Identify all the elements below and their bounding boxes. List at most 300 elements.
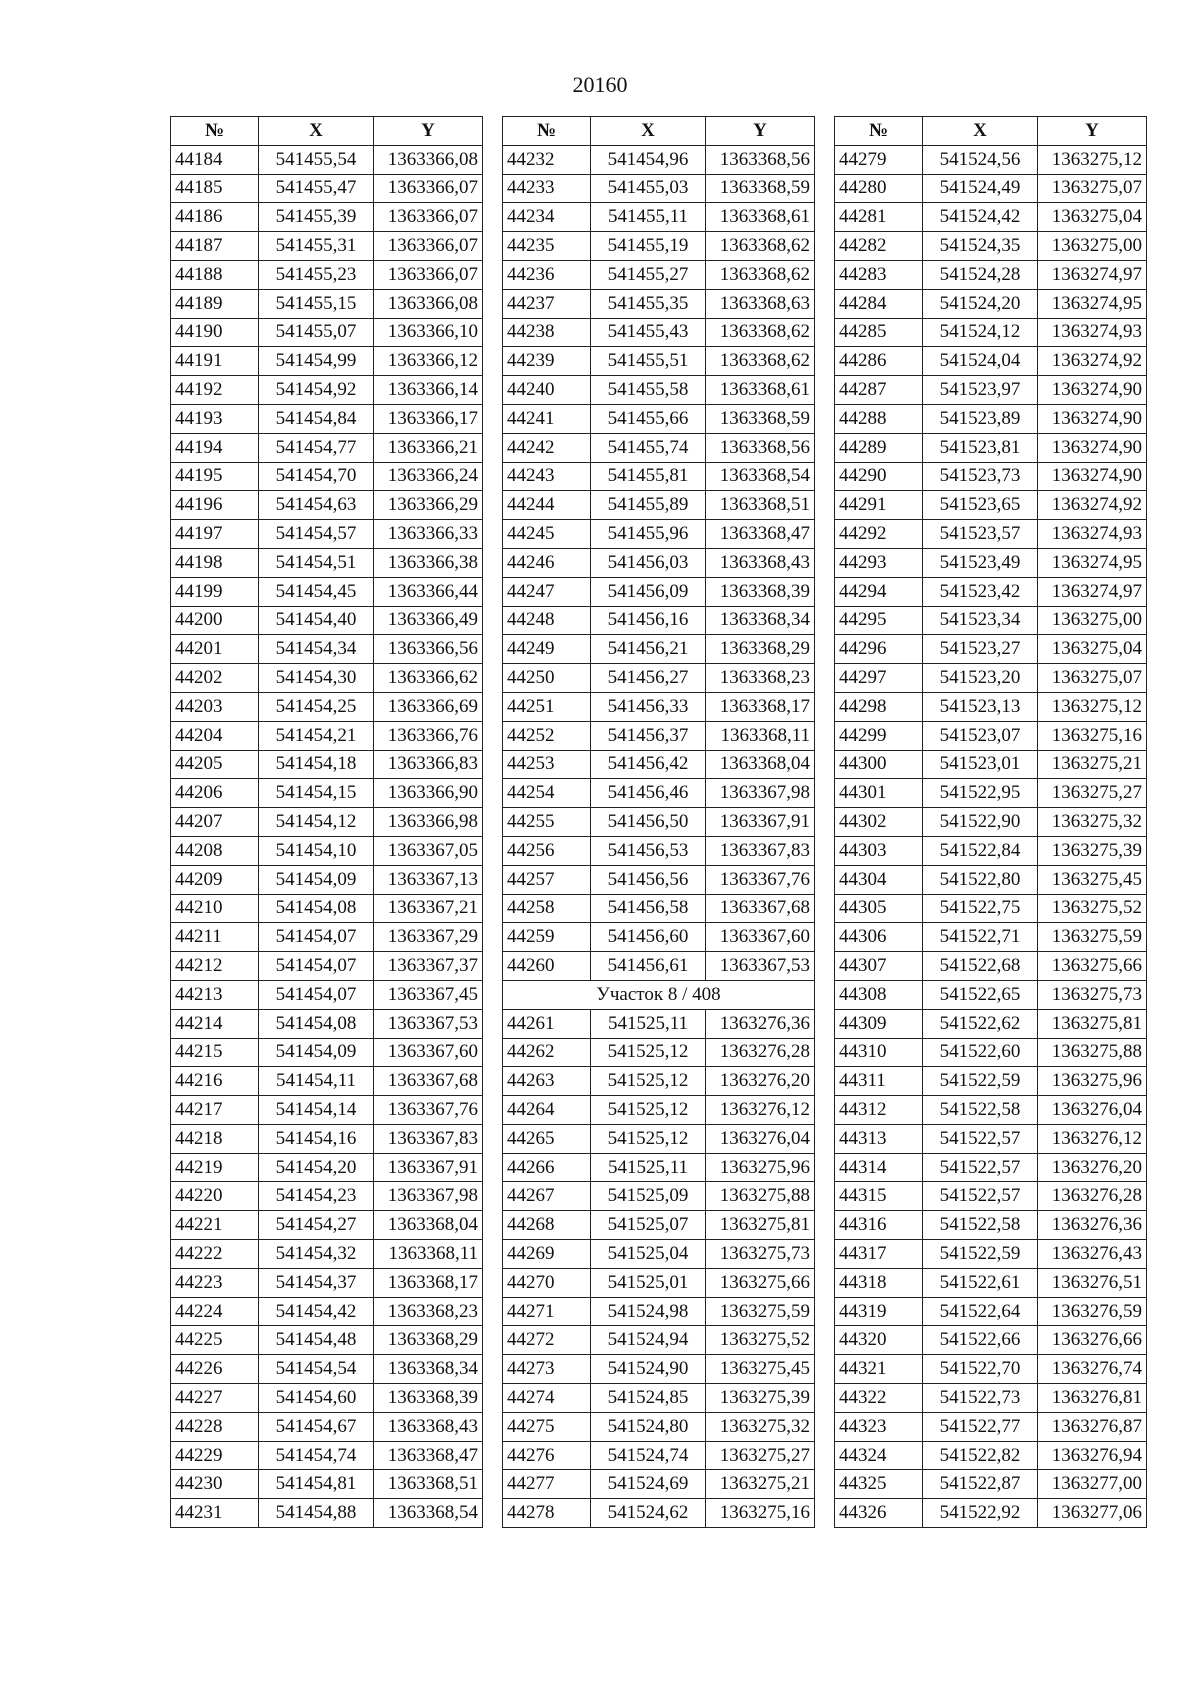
point-number: 44246	[503, 548, 591, 577]
point-number: 44217	[171, 1096, 259, 1125]
y-coordinate: 1363368,54	[706, 462, 815, 491]
x-coordinate: 541456,03	[591, 548, 706, 577]
table-row	[835, 404, 1147, 433]
y-coordinate: 1363274,90	[1038, 433, 1147, 462]
x-coordinate: 541525,04	[591, 1240, 706, 1269]
point-number: 44288	[835, 404, 923, 433]
x-coordinate: 541454,99	[259, 347, 374, 376]
point-number: 44233	[503, 174, 591, 203]
y-coordinate: 1363366,98	[374, 808, 483, 837]
table-row	[171, 1297, 483, 1326]
x-coordinate: 541455,74	[591, 433, 706, 462]
x-coordinate: 541525,01	[591, 1268, 706, 1297]
table-row	[503, 145, 815, 174]
x-coordinate: 541525,07	[591, 1211, 706, 1240]
table-row	[503, 1153, 815, 1182]
point-number: 44209	[171, 865, 259, 894]
x-coordinate: 541522,87	[923, 1470, 1038, 1499]
table-row	[835, 894, 1147, 923]
table-row	[503, 347, 815, 376]
table-row	[503, 664, 815, 693]
x-coordinate: 541454,42	[259, 1297, 374, 1326]
x-coordinate: 541456,46	[591, 779, 706, 808]
x-coordinate: 541454,30	[259, 664, 374, 693]
x-coordinate: 541456,58	[591, 894, 706, 923]
y-coordinate: 1363366,14	[374, 376, 483, 405]
point-number: 44266	[503, 1153, 591, 1182]
y-coordinate: 1363275,39	[706, 1384, 815, 1413]
point-number: 44185	[171, 174, 259, 203]
table-row	[171, 289, 483, 318]
point-number: 44313	[835, 1124, 923, 1153]
y-coordinate: 1363366,44	[374, 577, 483, 606]
table-row	[835, 232, 1147, 261]
y-coordinate: 1363367,68	[374, 1067, 483, 1096]
y-coordinate: 1363368,62	[706, 318, 815, 347]
x-coordinate: 541525,11	[591, 1009, 706, 1038]
y-coordinate: 1363276,28	[706, 1038, 815, 1067]
x-coordinate: 541454,67	[259, 1412, 374, 1441]
point-number: 44282	[835, 232, 923, 261]
y-coordinate: 1363366,08	[374, 289, 483, 318]
y-coordinate: 1363366,24	[374, 462, 483, 491]
y-coordinate: 1363368,23	[706, 664, 815, 693]
x-coordinate: 541455,23	[259, 260, 374, 289]
point-number: 44188	[171, 260, 259, 289]
x-coordinate: 541524,20	[923, 289, 1038, 318]
table-row	[171, 318, 483, 347]
y-coordinate: 1363366,17	[374, 404, 483, 433]
y-coordinate: 1363275,96	[706, 1153, 815, 1182]
x-coordinate: 541524,56	[923, 145, 1038, 174]
table-row	[835, 1067, 1147, 1096]
y-coordinate: 1363276,36	[1038, 1211, 1147, 1240]
x-coordinate: 541455,07	[259, 318, 374, 347]
point-number: 44242	[503, 433, 591, 462]
y-coordinate: 1363368,59	[706, 404, 815, 433]
x-coordinate: 541454,27	[259, 1211, 374, 1240]
x-coordinate: 541454,74	[259, 1441, 374, 1470]
y-coordinate: 1363275,27	[1038, 779, 1147, 808]
y-coordinate: 1363274,93	[1038, 520, 1147, 549]
table-row	[171, 1412, 483, 1441]
y-coordinate: 1363368,51	[706, 491, 815, 520]
y-coordinate: 1363367,53	[706, 952, 815, 981]
x-coordinate: 541455,66	[591, 404, 706, 433]
y-coordinate: 1363366,38	[374, 548, 483, 577]
x-coordinate: 541523,57	[923, 520, 1038, 549]
point-number: 44213	[171, 980, 259, 1009]
y-coordinate: 1363368,17	[374, 1268, 483, 1297]
x-coordinate: 541523,20	[923, 664, 1038, 693]
y-coordinate: 1363367,98	[374, 1182, 483, 1211]
point-number: 44227	[171, 1384, 259, 1413]
y-coordinate: 1363366,33	[374, 520, 483, 549]
y-coordinate: 1363368,34	[374, 1355, 483, 1384]
table-row	[503, 462, 815, 491]
y-coordinate: 1363275,45	[1038, 865, 1147, 894]
y-coordinate: 1363275,66	[1038, 952, 1147, 981]
table-row	[171, 1182, 483, 1211]
x-coordinate: 541454,70	[259, 462, 374, 491]
y-coordinate: 1363366,62	[374, 664, 483, 693]
x-coordinate: 541456,09	[591, 577, 706, 606]
x-coordinate: 541454,57	[259, 520, 374, 549]
x-coordinate: 541454,63	[259, 491, 374, 520]
point-number: 44259	[503, 923, 591, 952]
x-coordinate: 541523,34	[923, 606, 1038, 635]
table-row	[835, 1038, 1147, 1067]
y-coordinate: 1363368,54	[374, 1499, 483, 1528]
header-x: X	[591, 117, 706, 146]
point-number: 44184	[171, 145, 259, 174]
x-coordinate: 541455,11	[591, 203, 706, 232]
point-number: 44291	[835, 491, 923, 520]
y-coordinate: 1363277,06	[1038, 1499, 1147, 1528]
point-number: 44201	[171, 635, 259, 664]
point-number: 44323	[835, 1412, 923, 1441]
point-number: 44268	[503, 1211, 591, 1240]
y-coordinate: 1363366,29	[374, 491, 483, 520]
y-coordinate: 1363276,20	[1038, 1153, 1147, 1182]
point-number: 44301	[835, 779, 923, 808]
point-number: 44318	[835, 1268, 923, 1297]
y-coordinate: 1363274,92	[1038, 491, 1147, 520]
x-coordinate: 541522,62	[923, 1009, 1038, 1038]
table-row	[171, 894, 483, 923]
y-coordinate: 1363276,20	[706, 1067, 815, 1096]
table-row	[835, 1384, 1147, 1413]
y-coordinate: 1363275,00	[1038, 606, 1147, 635]
x-coordinate: 541456,61	[591, 952, 706, 981]
x-coordinate: 541455,15	[259, 289, 374, 318]
point-number: 44198	[171, 548, 259, 577]
point-number: 44305	[835, 894, 923, 923]
y-coordinate: 1363276,74	[1038, 1355, 1147, 1384]
y-coordinate: 1363275,07	[1038, 174, 1147, 203]
x-coordinate: 541525,12	[591, 1067, 706, 1096]
table-row	[503, 1240, 815, 1269]
point-number: 44308	[835, 980, 923, 1009]
table-row	[171, 1384, 483, 1413]
point-number: 44256	[503, 836, 591, 865]
point-number: 44292	[835, 520, 923, 549]
y-coordinate: 1363274,95	[1038, 289, 1147, 318]
point-number: 44225	[171, 1326, 259, 1355]
point-number: 44194	[171, 433, 259, 462]
y-coordinate: 1363274,97	[1038, 260, 1147, 289]
x-coordinate: 541524,04	[923, 347, 1038, 376]
table-row	[171, 462, 483, 491]
x-coordinate: 541522,61	[923, 1268, 1038, 1297]
point-number: 44306	[835, 923, 923, 952]
table-row	[503, 1182, 815, 1211]
x-coordinate: 541456,53	[591, 836, 706, 865]
y-coordinate: 1363368,47	[374, 1441, 483, 1470]
table-row	[835, 980, 1147, 1009]
x-coordinate: 541454,09	[259, 1038, 374, 1067]
table-row	[835, 174, 1147, 203]
point-number: 44200	[171, 606, 259, 635]
point-number: 44211	[171, 923, 259, 952]
y-coordinate: 1363366,56	[374, 635, 483, 664]
table-row	[503, 1268, 815, 1297]
table-row	[835, 491, 1147, 520]
point-number: 44232	[503, 145, 591, 174]
x-coordinate: 541523,07	[923, 721, 1038, 750]
x-coordinate: 541525,12	[591, 1096, 706, 1125]
table-row	[503, 1499, 815, 1528]
x-coordinate: 541454,81	[259, 1470, 374, 1499]
x-coordinate: 541523,42	[923, 577, 1038, 606]
x-coordinate: 541456,37	[591, 721, 706, 750]
y-coordinate: 1363367,83	[374, 1124, 483, 1153]
point-number: 44230	[171, 1470, 259, 1499]
table-row	[835, 635, 1147, 664]
x-coordinate: 541454,92	[259, 376, 374, 405]
header-x: X	[259, 117, 374, 146]
y-coordinate: 1363276,94	[1038, 1441, 1147, 1470]
table-row	[503, 1096, 815, 1125]
table-row	[835, 347, 1147, 376]
header-num: №	[503, 117, 591, 146]
table-row	[503, 1067, 815, 1096]
header-y: Y	[1038, 117, 1147, 146]
table-row	[503, 1038, 815, 1067]
y-coordinate: 1363368,63	[706, 289, 815, 318]
y-coordinate: 1363366,10	[374, 318, 483, 347]
header-y: Y	[706, 117, 815, 146]
x-coordinate: 541456,42	[591, 750, 706, 779]
table-row	[171, 260, 483, 289]
y-coordinate: 1363367,98	[706, 779, 815, 808]
y-coordinate: 1363366,07	[374, 260, 483, 289]
table-row	[503, 923, 815, 952]
y-coordinate: 1363368,51	[374, 1470, 483, 1499]
point-number: 44314	[835, 1153, 923, 1182]
y-coordinate: 1363275,32	[1038, 808, 1147, 837]
point-number: 44300	[835, 750, 923, 779]
table-row	[503, 404, 815, 433]
y-coordinate: 1363275,16	[1038, 721, 1147, 750]
y-coordinate: 1363275,04	[1038, 203, 1147, 232]
point-number: 44218	[171, 1124, 259, 1153]
x-coordinate: 541455,58	[591, 376, 706, 405]
table-row	[503, 721, 815, 750]
y-coordinate: 1363275,52	[1038, 894, 1147, 923]
header-num: №	[171, 117, 259, 146]
x-coordinate: 541454,45	[259, 577, 374, 606]
table-row	[835, 1211, 1147, 1240]
table-row	[171, 1038, 483, 1067]
y-coordinate: 1363366,49	[374, 606, 483, 635]
point-number: 44206	[171, 779, 259, 808]
point-number: 44277	[503, 1470, 591, 1499]
x-coordinate: 541522,80	[923, 865, 1038, 894]
x-coordinate: 541525,09	[591, 1182, 706, 1211]
x-coordinate: 541522,92	[923, 1499, 1038, 1528]
x-coordinate: 541455,35	[591, 289, 706, 318]
x-coordinate: 541522,82	[923, 1441, 1038, 1470]
table-row	[171, 1153, 483, 1182]
x-coordinate: 541454,37	[259, 1268, 374, 1297]
table-row	[171, 1096, 483, 1125]
table-row	[835, 1240, 1147, 1269]
point-number: 44279	[835, 145, 923, 174]
y-coordinate: 1363275,39	[1038, 836, 1147, 865]
y-coordinate: 1363274,97	[1038, 577, 1147, 606]
y-coordinate: 1363368,04	[706, 750, 815, 779]
x-coordinate: 541522,70	[923, 1355, 1038, 1384]
table-row	[171, 923, 483, 952]
x-coordinate: 541454,16	[259, 1124, 374, 1153]
table-row	[503, 577, 815, 606]
table-row	[171, 1470, 483, 1499]
x-coordinate: 541455,27	[591, 260, 706, 289]
x-coordinate: 541522,84	[923, 836, 1038, 865]
y-coordinate: 1363367,21	[374, 894, 483, 923]
x-coordinate: 541524,35	[923, 232, 1038, 261]
x-coordinate: 541524,28	[923, 260, 1038, 289]
y-coordinate: 1363275,07	[1038, 664, 1147, 693]
table-row	[503, 1326, 815, 1355]
x-coordinate: 541524,94	[591, 1326, 706, 1355]
page-number: 20160	[572, 72, 628, 97]
table-row	[835, 1096, 1147, 1125]
y-coordinate: 1363276,51	[1038, 1268, 1147, 1297]
x-coordinate: 541456,27	[591, 664, 706, 693]
table-row	[835, 433, 1147, 462]
coordinates-table-3	[834, 116, 1147, 1528]
x-coordinate: 541522,90	[923, 808, 1038, 837]
point-number: 44238	[503, 318, 591, 347]
point-number: 44245	[503, 520, 591, 549]
table-row	[835, 577, 1147, 606]
point-number: 44240	[503, 376, 591, 405]
y-coordinate: 1363366,07	[374, 174, 483, 203]
table-row	[835, 289, 1147, 318]
table-row	[835, 721, 1147, 750]
point-number: 44193	[171, 404, 259, 433]
y-coordinate: 1363275,12	[1038, 692, 1147, 721]
x-coordinate: 541455,31	[259, 232, 374, 261]
point-number: 44231	[171, 1499, 259, 1528]
table-row	[835, 779, 1147, 808]
y-coordinate: 1363368,29	[706, 635, 815, 664]
y-coordinate: 1363367,76	[706, 865, 815, 894]
x-coordinate: 541454,15	[259, 779, 374, 808]
point-number: 44207	[171, 808, 259, 837]
point-number: 44263	[503, 1067, 591, 1096]
point-number: 44317	[835, 1240, 923, 1269]
point-number: 44284	[835, 289, 923, 318]
point-number: 44248	[503, 606, 591, 635]
point-number: 44220	[171, 1182, 259, 1211]
y-coordinate: 1363275,04	[1038, 635, 1147, 664]
x-coordinate: 541523,65	[923, 491, 1038, 520]
table-row	[835, 203, 1147, 232]
y-coordinate: 1363275,21	[1038, 750, 1147, 779]
point-number: 44281	[835, 203, 923, 232]
x-coordinate: 541454,18	[259, 750, 374, 779]
x-coordinate: 541454,34	[259, 635, 374, 664]
table-row	[835, 1412, 1147, 1441]
point-number: 44261	[503, 1009, 591, 1038]
point-number: 44226	[171, 1355, 259, 1384]
x-coordinate: 541524,80	[591, 1412, 706, 1441]
point-number: 44286	[835, 347, 923, 376]
x-coordinate: 541522,59	[923, 1240, 1038, 1269]
y-coordinate: 1363368,34	[706, 606, 815, 635]
point-number: 44222	[171, 1240, 259, 1269]
y-coordinate: 1363368,59	[706, 174, 815, 203]
point-number: 44275	[503, 1412, 591, 1441]
x-coordinate: 541522,65	[923, 980, 1038, 1009]
x-coordinate: 541524,49	[923, 174, 1038, 203]
x-coordinate: 541456,50	[591, 808, 706, 837]
point-number: 44199	[171, 577, 259, 606]
table-row	[503, 289, 815, 318]
point-number: 44315	[835, 1182, 923, 1211]
table-row	[835, 1297, 1147, 1326]
point-number: 44254	[503, 779, 591, 808]
y-coordinate: 1363368,17	[706, 692, 815, 721]
point-number: 44187	[171, 232, 259, 261]
x-coordinate: 541522,95	[923, 779, 1038, 808]
y-coordinate: 1363275,27	[706, 1441, 815, 1470]
point-number: 44320	[835, 1326, 923, 1355]
y-coordinate: 1363276,66	[1038, 1326, 1147, 1355]
x-coordinate: 541455,96	[591, 520, 706, 549]
x-coordinate: 541524,90	[591, 1355, 706, 1384]
table-row	[503, 232, 815, 261]
y-coordinate: 1363367,91	[374, 1153, 483, 1182]
point-number: 44324	[835, 1441, 923, 1470]
y-coordinate: 1363275,81	[1038, 1009, 1147, 1038]
table-row	[503, 260, 815, 289]
point-number: 44290	[835, 462, 923, 491]
y-coordinate: 1363366,76	[374, 721, 483, 750]
x-coordinate: 541524,98	[591, 1297, 706, 1326]
header-row	[835, 117, 1147, 146]
x-coordinate: 541523,49	[923, 548, 1038, 577]
y-coordinate: 1363275,45	[706, 1355, 815, 1384]
x-coordinate: 541454,08	[259, 1009, 374, 1038]
y-coordinate: 1363275,52	[706, 1326, 815, 1355]
y-coordinate: 1363275,16	[706, 1499, 815, 1528]
table-row	[835, 1326, 1147, 1355]
x-coordinate: 541454,07	[259, 952, 374, 981]
table-row	[835, 260, 1147, 289]
x-coordinate: 541456,56	[591, 865, 706, 894]
table-row	[835, 1355, 1147, 1384]
table-row	[171, 1268, 483, 1297]
table-row	[171, 376, 483, 405]
y-coordinate: 1363368,43	[374, 1412, 483, 1441]
point-number: 44186	[171, 203, 259, 232]
point-number: 44278	[503, 1499, 591, 1528]
x-coordinate: 541522,75	[923, 894, 1038, 923]
x-coordinate: 541522,57	[923, 1182, 1038, 1211]
y-coordinate: 1363276,81	[1038, 1384, 1147, 1413]
point-number: 44258	[503, 894, 591, 923]
point-number: 44221	[171, 1211, 259, 1240]
point-number: 44241	[503, 404, 591, 433]
table-row	[503, 1009, 815, 1038]
table-row	[503, 865, 815, 894]
x-coordinate: 541522,60	[923, 1038, 1038, 1067]
header-row	[171, 117, 483, 146]
